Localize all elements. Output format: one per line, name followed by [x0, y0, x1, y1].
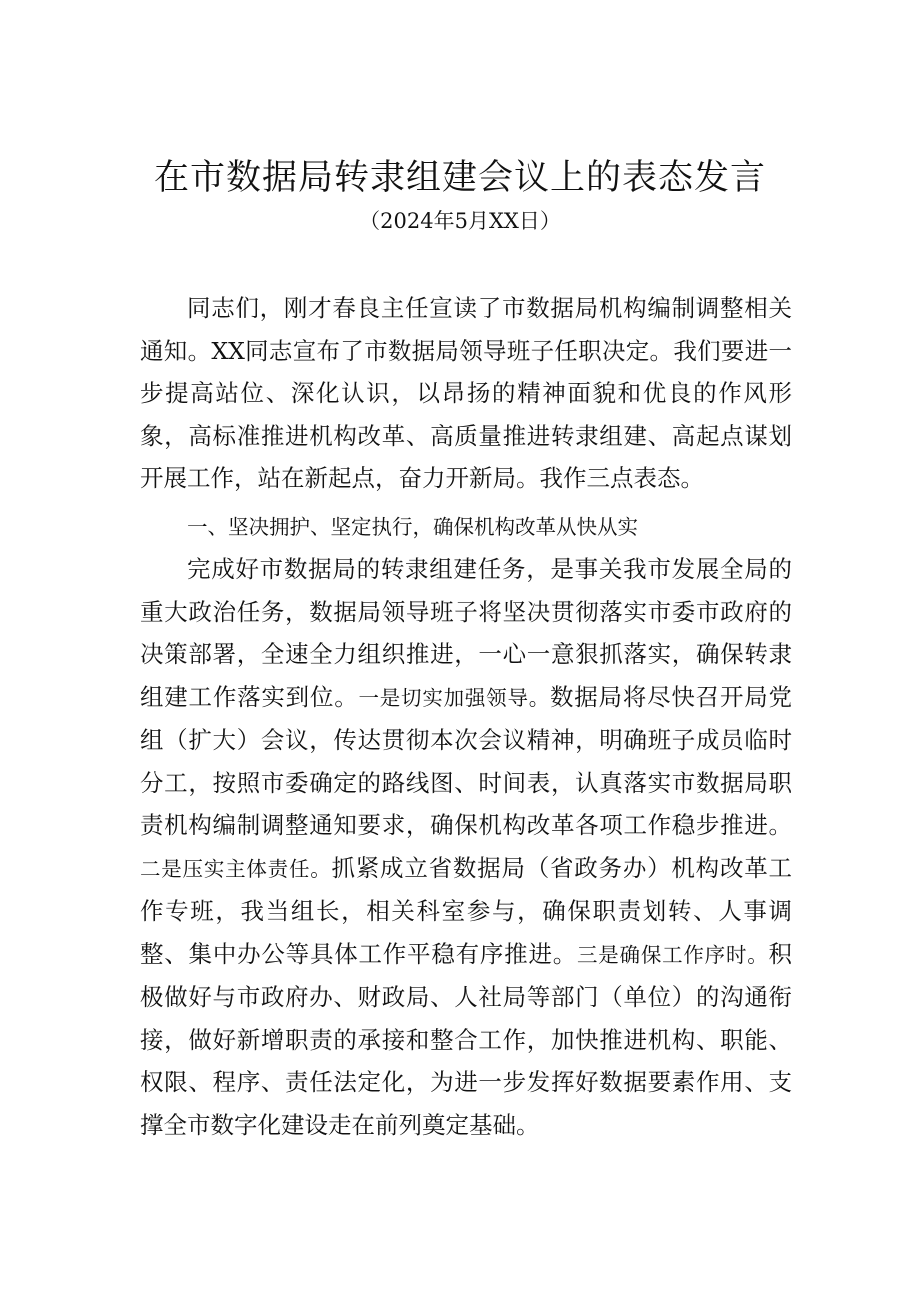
document-title: 在市数据局转隶组建会议上的表态发言: [153, 158, 766, 198]
lead-phrase-1: 一是切实加强领导。: [358, 685, 550, 710]
paragraph-text: 完成好市数据局的转隶组建任务，是事关我市发展全局的重大政治任务，数据局领导班子将坚决贯彻落实市委市政府的决策部署，全速全力组织推进，一心一意狠抓落实，确保转隶组建工作落实到位。: [140, 555, 792, 711]
paragraph-intro: 同志们，刚才春良主任宣读了市数据局机构编制调整相关通知。XX同志宣布了市数据局领导班子任职决定。我们要进一步提高站位、深化认识，以昂扬的精神面貌和优良的作风形象，高标准推进机构改革、高质量推进转隶组建、高起点谋划开展工作，站在新起点，奋力开新局。我作三点表态。: [140, 294, 792, 492]
document-date: （2024年5月XX日）: [359, 209, 561, 233]
lead-phrase-2: 二是压实主体责任。: [140, 856, 332, 881]
lead-phrase-3: 三是确保工作序时。: [577, 942, 769, 967]
paragraph-text: 积极做好与市政府办、财政局、人社局等部门（单位）的沟通衔接，做好新增职责的承接和整合工作，加快推进机构、职能、权限、程序、责任法定化，为进一步发挥好数据要素作用、支撑全市数字化建设走在前列奠定基础。: [140, 939, 792, 1139]
section-heading-1: 一、坚决拥护、坚定执行，确保机构改革从快从实: [187, 515, 638, 539]
paragraph-text: 数据局将尽快召开局党组（扩大）会议，传达贯彻本次会议精神，明确班子成员临时分工，按照市委确定的路线图、时间表，认真落实市数据局职责机构编制调整通知要求，确保机构改革各项工作稳步推进。: [140, 682, 792, 839]
paragraph-section-1: [140, 548, 792, 1146]
paragraph-text: 抓紧成立省数据局（省政务办）机构改革工作专班，我当组长，相关科室参与，确保职责划转、人事调整、集中办公等具体工作平稳有序推进。: [140, 853, 792, 968]
